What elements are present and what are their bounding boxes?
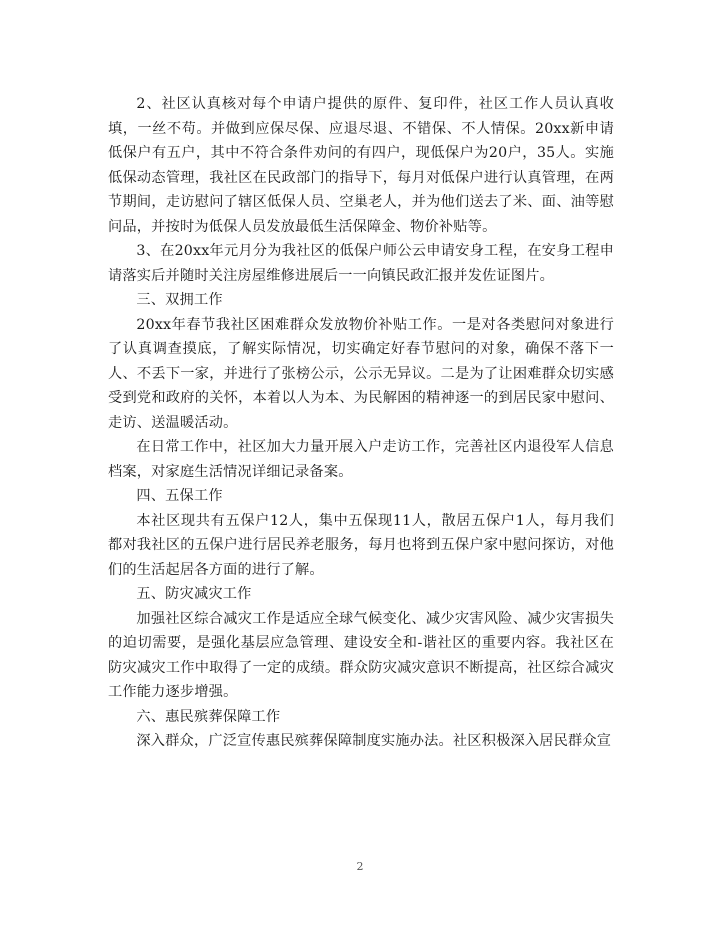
page-number: 2 <box>356 860 364 873</box>
section-heading-military-support: 三、双拥工作 <box>136 292 223 308</box>
paragraph-spring-festival-subsidy: 20xx年春节我社区困难群众发放物价补贴工作。一是对各类慰问对象进行了认真调查摸底，了解实际情况，切实确定好春节慰问的对象，确保不落下一人、不丢下一家，并进行了张榜公示，公示无异议。二是为了让困难群众切实感受到党和政府的关怀，本着以人为本、为民解困的精神逐一的到居民家中慰问、走访、送温暖活动。 <box>108 316 614 431</box>
document-body <box>108 92 614 754</box>
section-heading-five-guarantee: 四、五保工作 <box>136 488 223 504</box>
section-heading-disaster-reduction: 五、防灾减灾工作 <box>136 586 252 602</box>
section-heading-funeral-security: 六、惠民殡葬保障工作 <box>136 708 281 725</box>
paragraph-low-income-verification: 2、社区认真核对每个申请户提供的原件、复印件，社区工作人员认真收填，一丝不苟。并做到应保尽保、应退尽退、不错保、不人情保。20xx新申请低保户有五户，其中不符合条件劝问的有四户，现低保户为20户，35人。实施低保动态管理，我社区在民政部门的指导下，每月对低保户进行认真管理，在两节期间，走访慰问了辖区低保人员、空巢老人，并为他们送去了米、面、油等慰问品，并按时为低保人员发放最低生活保障金、物价补贴等。 <box>108 96 614 235</box>
paragraph-veteran-records: 在日常工作中，社区加大力量开展入户走访工作，完善社区内退役军人信息档案，对家庭生活情况详细记录备案。 <box>108 439 614 480</box>
paragraph-housing-project: 3、在20xx年元月分为我社区的低保户师公云申请安身工程，在安身工程申请落实后并随时关注房屋维修进展后一一向镇民政汇报并发佐证图片。 <box>108 243 614 284</box>
paragraph-funeral-security: 深入群众，广泛宣传惠民殡葬保障制度实施办法。社区积极深入居民群众宣 <box>136 733 612 749</box>
paragraph-five-guarantee-households: 本社区现共有五保户12人，集中五保现11人，散居五保户1人，每月我们都对我社区的五保户进行居民养老服务，每月也将到五保户家中慰问探访，对他们的生活起居各方面的进行了解。 <box>108 512 614 578</box>
paragraph-disaster-reduction: 加强社区综合减灾工作是适应全球气候变化、减少灾害风险、减少灾害损失的迫切需要，是强化基层应急管理、建设安全和-谐社区的重要内容。我社区在防灾减灾工作中取得了一定的成绩。群众防灾减灾意识不断提高，社区综合减灾工作能力逐步增强。 <box>108 610 614 700</box>
